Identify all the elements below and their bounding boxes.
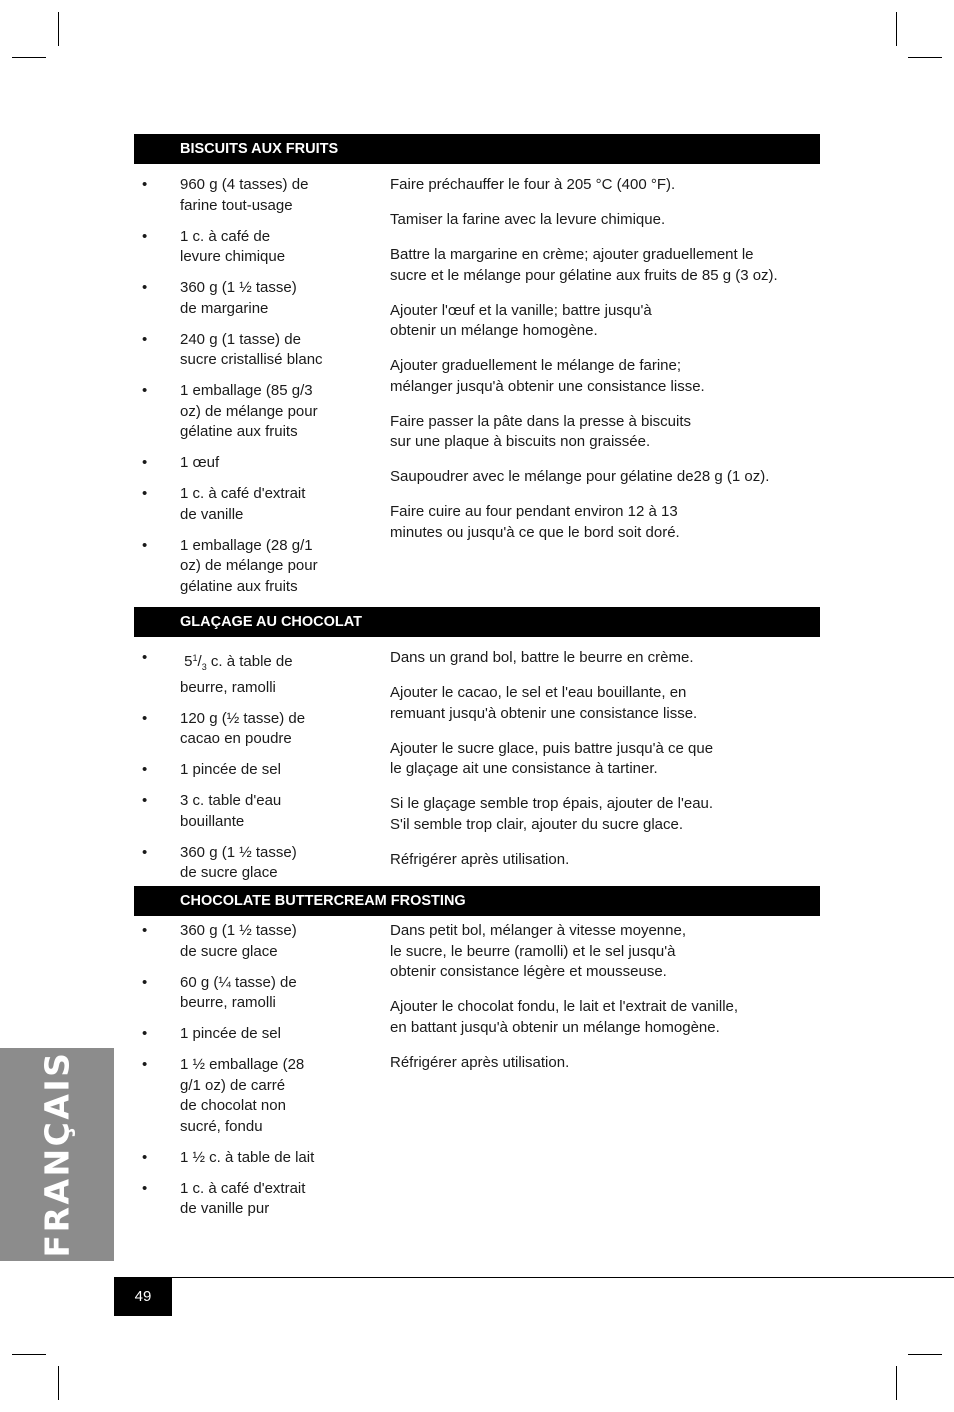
crop-mark [908,1354,942,1355]
ingredient-item [134,453,354,474]
text-line: • 960 g (4 tasses) de [180,176,309,193]
ingredient-item [134,175,354,216]
text-line: sucre et le mélange pour gélatine aux fruits de 85 g (3 oz). [390,266,778,284]
instruction-step [390,301,820,342]
ingredient-item [134,843,354,884]
text-line: levure chimique [180,248,286,265]
instruction-step [390,412,820,453]
ingredient-item [134,760,354,781]
text-line: le glaçage ait une consistance à tartiner. [390,760,658,777]
text-line: bouillante [180,812,245,830]
instruction-step [390,850,820,871]
crop-mark [896,1366,897,1400]
text-line: Si le glaçage semble trop épais, ajouter de l'eau. [390,795,714,812]
ingredient-item [134,536,354,598]
instruction-step [390,245,820,286]
instruction-list [390,648,820,885]
ingredient-item [134,709,354,750]
text-line: gélatine aux fruits [180,423,298,440]
instruction-step [390,175,820,196]
text-line: • 1 c. à café de [180,227,271,245]
ingredient-item: • $5^1/_3$ c. à table de beurre, ramolli [134,648,354,698]
text-line: farine tout-usage [180,196,293,214]
ingredient-item [134,973,354,1014]
text-line: Dans un grand bol, battre le beurre en crème. [390,649,694,666]
crop-mark [12,57,46,58]
footer-rule [114,1277,954,1278]
text-line: Faire passer la pâte dans la presse à biscuits [390,412,691,430]
text-line: de vanille [180,505,244,523]
recipe-section-biscuits [134,134,820,595]
text-line: S'il semble trop clair, ajouter du sucre glace. [390,815,684,833]
text-line: cacao en poudre [180,730,292,747]
instruction-step [390,921,820,983]
text-line: de margarine [180,299,269,317]
crop-mark [12,1354,46,1355]
ingredient-item [134,227,354,268]
text-line: • 360 g (1 ½ tasse) [180,279,297,296]
text-line: remuant jusqu'à obtenir une consistance lisse. [390,704,698,722]
text-line: • 1 pincée de sel [180,1025,281,1042]
text-line: Battre la margarine en crème; ajouter graduellement le [390,246,754,263]
ingredient-item [134,381,354,443]
text-line: oz) de mélange pour [180,557,318,574]
text-line: en battant jusqu'à obtenir un mélange homogène. [390,1018,720,1036]
text-line: • 1 c. à café d'extrait [180,1179,306,1197]
instruction-step [390,1053,820,1074]
text-line: mélanger jusqu'à obtenir une consistance lisse. [390,377,705,395]
instruction-step [390,210,820,231]
text-line: • 360 g (1 ½ tasse) [180,843,297,861]
text-line: • 1 emballage (28 g/1 [180,536,313,554]
recipe-section-glacage [134,607,820,881]
section-title: GLAÇAGE AU CHOCOLAT [134,607,820,637]
text-line: • 1 œuf [180,454,220,471]
text-line: Dans petit bol, mélanger à vitesse moyenne, [390,922,686,939]
text-line: • 1 ½ emballage (28 [180,1056,305,1073]
ingredient-item [134,330,354,371]
text-line: Ajouter graduellement le mélange de farine; [390,357,682,374]
text-line: sur une plaque à biscuits non graissée. [390,433,651,450]
ingredient-item [134,1148,354,1169]
text-line: obtenir consistance légère et mousseuse. [390,963,667,980]
text-line: g/1 oz) de carré [180,1076,286,1094]
crop-mark [58,1366,59,1400]
ingredient-item [134,921,354,962]
instruction-step [390,502,820,543]
text-line: le sucre, le beurre (ramolli) et le sel jusqu'à [390,942,676,960]
text-line: • 3 c. table d'eau [180,792,282,809]
text-line: de sucre glace [180,942,278,960]
text-line: • 1 ½ c. à table de lait [180,1148,315,1166]
text-line: • 240 g (1 tasse) de [180,330,301,348]
ingredient-item [134,791,354,832]
recipe-section-buttercream [134,886,820,1217]
section-title: CHOCOLATE BUTTERCREAM FROSTING [134,886,820,916]
ingredient-item [134,484,354,525]
instruction-list [390,175,820,558]
section-title: BISCUITS AUX FRUITS [134,134,820,164]
text-line: Tamiser la farine avec la levure chimique. [390,211,666,228]
text-line: Saupoudrer avec le mélange pour gélatine de28 g (1 oz). [390,468,770,485]
text-line: de sucre glace [180,864,278,881]
text-line: Réfrigérer après utilisation. [390,1053,570,1071]
text-line: • 1 emballage (85 g/3 [180,382,313,399]
crop-mark [58,12,59,46]
text-line: Ajouter le sucre glace, puis battre jusqu'à ce que [390,739,714,757]
text-line: • 120 g (½ tasse) de [180,709,306,727]
ingredient-item [134,1179,354,1220]
text-line: • 360 g (1 ½ tasse) [180,922,297,939]
instruction-step [390,356,820,397]
text-line: • 1 c. à café d'extrait [180,485,306,502]
text-line: de chocolat non [180,1097,286,1114]
instruction-step [390,683,820,724]
text-line: sucre cristallisé blanc [180,351,323,368]
text-line: de vanille pur [180,1200,270,1217]
ingredient-list [134,175,354,608]
text-line: oz) de mélange pour [180,402,318,420]
text-line: Ajouter le cacao, le sel et l'eau bouillante, en [390,684,687,701]
ingredient-list [134,648,354,894]
instruction-step [390,467,820,488]
ingredient-item [134,278,354,319]
text-line: beurre, ramolli [180,994,276,1011]
language-tab-label: FRANÇAIS [37,1050,77,1258]
text-line: Ajouter l'œuf et la vanille; battre jusqu'à [390,301,652,319]
text-line: • 1 pincée de sel [180,761,281,778]
text-line: minutes ou jusqu'à ce que le bord soit doré. [390,523,680,541]
instruction-step [390,739,820,780]
ingredient-list [134,921,354,1230]
text-line: gélatine aux fruits [180,577,298,595]
instruction-step [390,997,820,1038]
ingredient-item [134,1055,354,1137]
text-line: Faire cuire au four pendant environ 12 à 13 [390,503,678,520]
language-tab [0,1048,114,1261]
text-line: Réfrigérer après utilisation. [390,850,570,868]
instruction-list [390,921,820,1088]
crop-mark [896,12,897,46]
crop-mark [908,57,942,58]
text-line: Faire préchauffer le four à 205 °C (400 °F). [390,176,676,193]
instruction-step [390,794,820,835]
page-number: 49 [114,1278,172,1316]
text-line: Ajouter le chocolat fondu, le lait et l'extrait de vanille, [390,998,739,1015]
instruction-step [390,648,820,669]
ingredient-item [134,1024,354,1045]
text-line: obtenir un mélange homogène. [390,322,598,339]
text-line: • 60 g (¼ tasse) de [180,973,297,991]
text-line: sucré, fondu [180,1117,263,1135]
